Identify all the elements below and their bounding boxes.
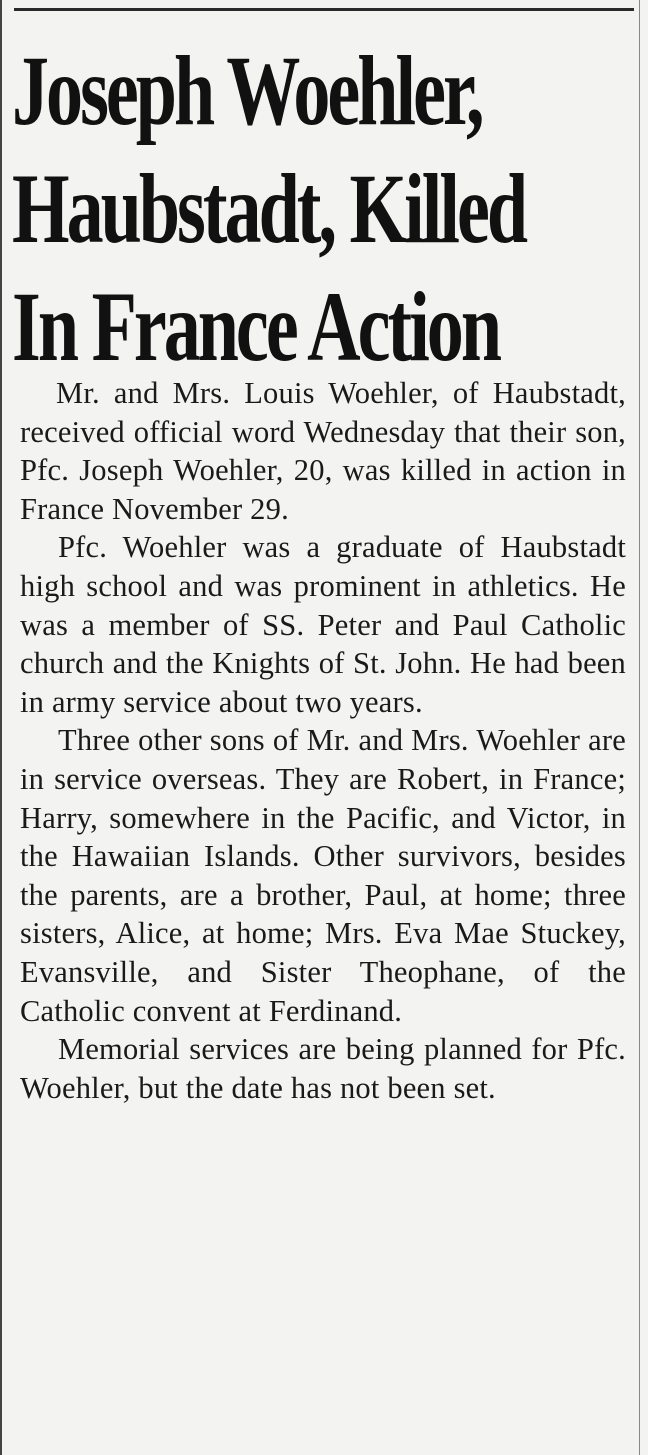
headline-line-1: Joseph Woehler,	[12, 35, 482, 146]
headline-line-3: In France Action	[12, 271, 500, 382]
headline-line-2: Haubstadt, Killed	[12, 153, 526, 264]
article-paragraph-1: Mr. and Mrs. Louis Woehler, of Haubstadt, received official word Wednesday that their son, Pfc. Joseph Woehler, 20, was killed in action in France November 29.	[20, 376, 626, 526]
article-paragraph-2: Pfc. Woehler was a graduate of Haubstadt high school and was prominent in athletics. He was a member of SS. Peter and Paul Catholic church and the Knights of St. John. He had been in army service about two years.	[20, 530, 626, 719]
article-body	[20, 374, 626, 1107]
column-left-rule	[0, 0, 2, 1455]
column-right-rule	[639, 0, 640, 1455]
article-paragraph-3: Three other sons of Mr. and Mrs. Woehler are in service overseas. They are Robert, in France; Harry, somewhere in the Pacific, and Victor, in the Hawaiian Islands. Other survivors, besides the parents, are a brother, Paul, at home; three sisters, Alice, at home; Mrs. Eva Mae Stuckey, Evansville, and Sister Theophane, of the Catholic convent at Ferdinand.	[20, 723, 626, 1028]
headline	[12, 32, 526, 386]
article-paragraph-4: Memorial services are being planned for Pfc. Woehler, but the date has not been set.	[20, 1032, 626, 1105]
top-rule	[14, 8, 634, 11]
